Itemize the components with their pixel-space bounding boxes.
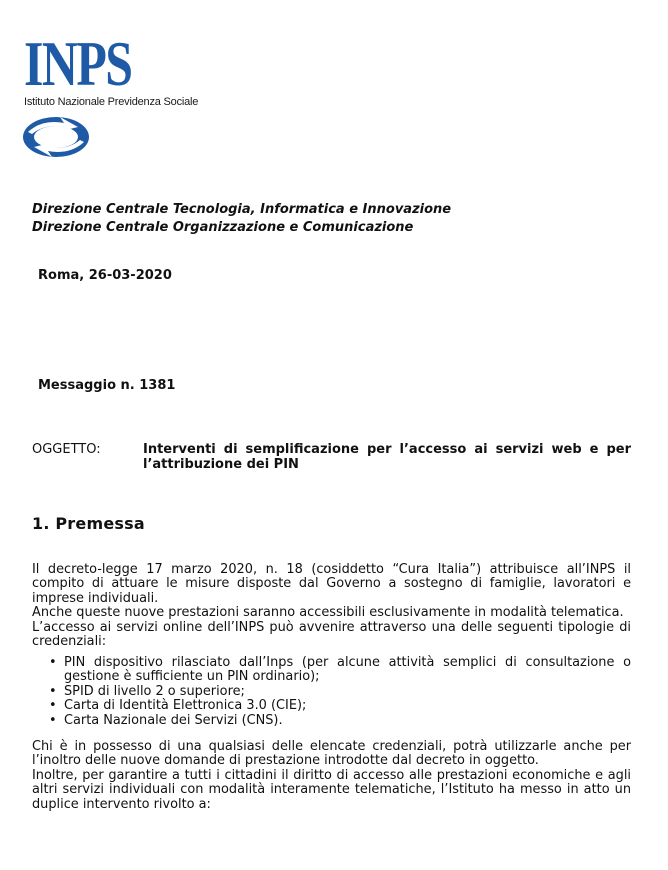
logo-subtitle: Istituto Nazionale Previdenza Sociale xyxy=(24,96,199,108)
list-item: • Carta Nazionale dei Servizi (CNS). xyxy=(64,714,631,728)
paragraph: Inoltre, per garantire a tutti i cittadini il diritto di accesso alle prestazioni economiche e agli altri servizi individuali con modalità interamente telematiche, l’Istituto ha messo in atto un duplice intervento rivolto a: xyxy=(32,767,631,812)
list-item: • PIN dispositivo rilasciato dall’Inps (per alcune attività semplici di consultazione o gestione è sufficiente un PIN ordinario); xyxy=(64,656,631,685)
paragraph: Il decreto-legge 17 marzo 2020, n. 18 (cosiddetto “Cura Italia”) attribuisce all’INPS il compito di attuare le misure disposte dal Governo a sostegno di famiglie, lavoratori e imprese individuali. xyxy=(32,562,631,606)
directorate-1: Direzione Centrale Tecnologia, Informatica e Innovazione xyxy=(32,202,452,217)
credentials-list xyxy=(32,656,631,728)
paragraph: L’accesso ai servizi online dell’INPS può avvenire attraverso una delle seguenti tipologie di credenziali: xyxy=(32,619,631,650)
list-item: • Carta di Identità Elettronica 3.0 (CIE); xyxy=(64,699,631,713)
logo-wordmark: INPS xyxy=(24,28,132,99)
oggetto-text: Interventi di semplificazione per l’accesso ai servizi web e per l’attribuzione dei PIN xyxy=(143,442,631,472)
section-heading: 1. Premessa xyxy=(32,514,145,533)
directorate-2: Direzione Centrale Organizzazione e Comunicazione xyxy=(32,220,414,235)
list-item: • SPID di livello 2 o superiore; xyxy=(64,685,631,699)
document-date: Roma, 26-03-2020 xyxy=(38,268,172,283)
oggetto-label: OGGETTO: xyxy=(32,442,101,457)
circular-arrows-icon xyxy=(20,114,92,160)
paragraph: Anche queste nuove prestazioni saranno accessibili esclusivamente in modalità telematica. xyxy=(32,605,624,621)
inps-logo xyxy=(24,28,199,108)
intro-text xyxy=(32,563,631,649)
paragraph: Chi è in possesso di una qualsiasi delle elencate credenziali, potrà utilizzarle anche per l’inoltro delle nuove domande di prestazione introdotte dal decreto in oggetto. xyxy=(32,739,631,769)
closing-text xyxy=(32,740,631,812)
message-number: Messaggio n. 1381 xyxy=(38,378,176,393)
